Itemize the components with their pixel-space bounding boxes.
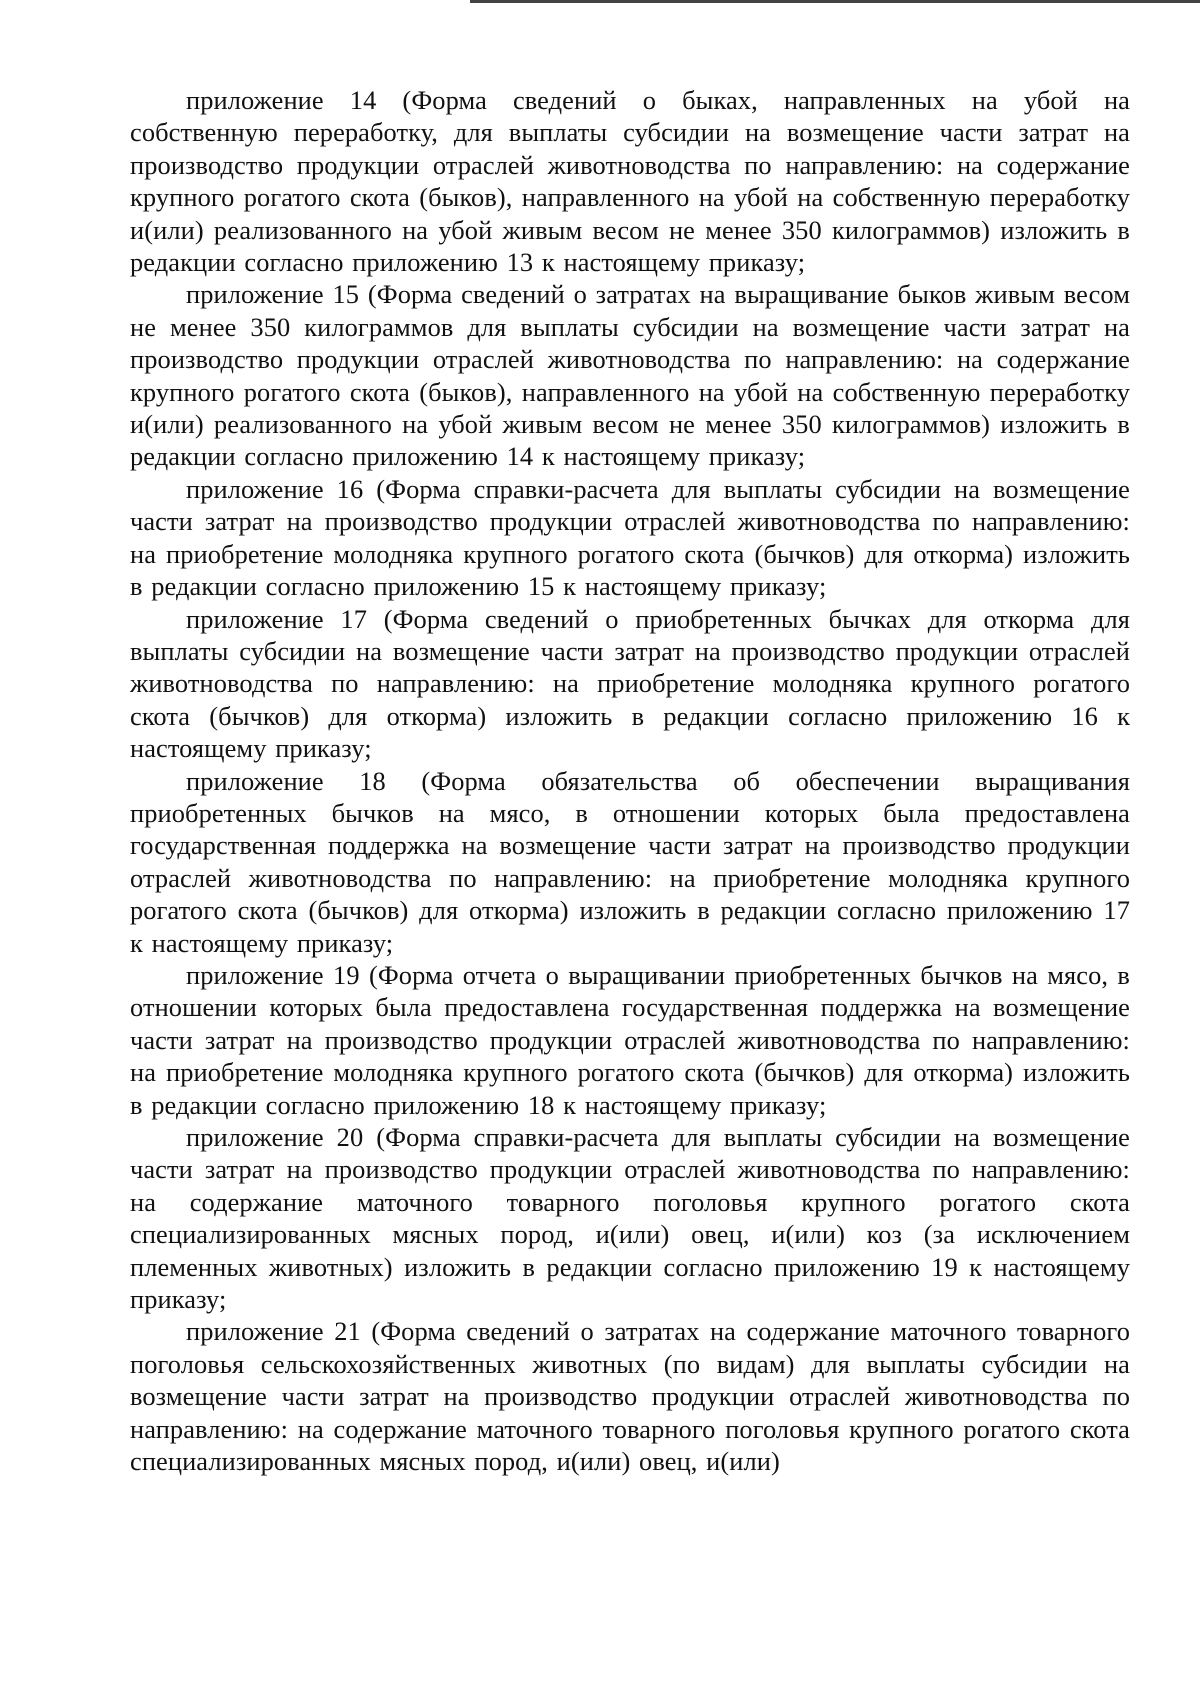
document-page: [130, 84, 1130, 1477]
paragraph-appendix-17: приложение 17 (Форма сведений о приобретенных бычках для откорма для выплаты субсидии на возмещение части затрат на производство продукции отраслей животноводства по направлению: на приобретение молодняка крупного рогатого скота (бычков) для откорма) изложить в редакции согласно приложению 16 к настоящему приказу;: [130, 603, 1130, 764]
paragraph-appendix-21: приложение 21 (Форма сведений о затратах на содержание маточного товарного поголовья сельскохозяйственных животных (по видам) для выплаты субсидии на возмещение части затрат на производство продукции отраслей животноводства по направлению: на содержание маточного товарного поголовья крупного рогатого скота специализированных мясных пород, и(или) овец, и(или): [130, 1316, 1130, 1477]
paragraph-appendix-20: приложение 20 (Форма справки-расчета для выплаты субсидии на возмещение части затрат на производство продукции отраслей животноводства по направлению: на содержание маточного товарного поголовья крупного рогатого скота специализированных мясных пород, и(или) овец, и(или) коз (за исключением племенных животных) изложить в редакции согласно приложению 19 к настоящему приказу;: [130, 1122, 1130, 1315]
paragraph-appendix-14: приложение 14 (Форма сведений о быках, направленных на убой на собственную переработку, для выплаты субсидии на возмещение части затрат на производство продукции отраслей животноводства по направлению: на содержание крупного рогатого скота (быков), направленного на убой на собственную переработку и(или) реализованного на убой живым весом не менее 350 килограммов) изложить в редакции согласно приложению 13 к настоящему приказу;: [130, 85, 1130, 278]
paragraph-appendix-15: приложение 15 (Форма сведений о затратах на выращивание быков живым весом не менее 350 килограммов для выплаты субсидии на возмещение части затрат на производство продукции отраслей животноводства по направлению: на содержание крупного рогатого скота (быков), направленного на убой на собственную переработку и(или) реализованного на убой живым весом не менее 350 килограммов) изложить в редакции согласно приложению 14 к настоящему приказу;: [130, 279, 1130, 472]
scan-top-edge: [470, 0, 1200, 3]
paragraph-appendix-18: приложение 18 (Форма обязательства об обеспечении выращивания приобретенных бычков на мясо, в отношении которых была предоставлена государственная поддержка на возмещение части затрат на производство продукции отраслей животноводства по направлению: на приобретение молодняка крупного рогатого скота (бычков) для откорма) изложить в редакции согласно приложению 17 к настоящему приказу;: [130, 765, 1130, 958]
paragraph-appendix-16: приложение 16 (Форма справки-расчета для выплаты субсидии на возмещение части затрат на производство продукции отраслей животноводства по направлению: на приобретение молодняка крупного рогатого скота (бычков) для откорма) изложить в редакции согласно приложению 15 к настоящему приказу;: [130, 473, 1130, 602]
paragraph-appendix-19: приложение 19 (Форма отчета о выращивании приобретенных бычков на мясо, в отношении которых была предоставлена государственная поддержка на возмещение части затрат на производство продукции отраслей животноводства по направлению: на приобретение молодняка крупного рогатого скота (бычков) для откорма) изложить в редакции согласно приложению 18 к настоящему приказу;: [130, 959, 1130, 1120]
